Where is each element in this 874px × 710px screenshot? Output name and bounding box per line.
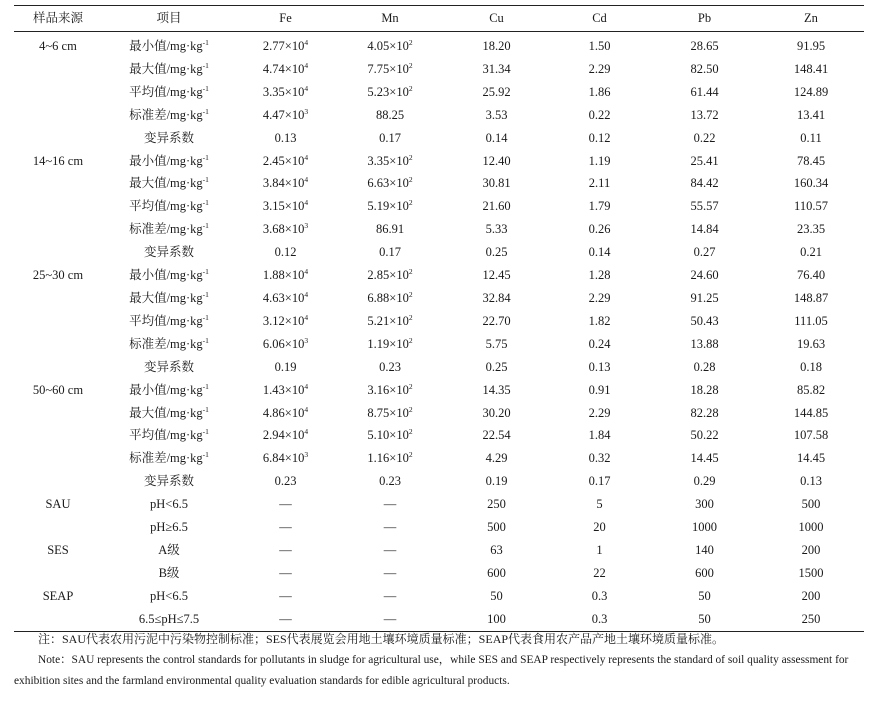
value-cell: 61.44	[690, 84, 719, 99]
value-cell: 600	[487, 565, 506, 580]
item-cell: 标准差$/mg\cdot kg^{-1}$	[129, 450, 209, 466]
column-header: Pb	[697, 11, 712, 25]
value-cell: 100	[487, 611, 506, 626]
value-cell: $2.45\times 10^4$	[262, 152, 309, 168]
value-cell: $5.23\times 10^2$	[367, 83, 413, 99]
value-cell: —	[383, 588, 397, 603]
value-cell: 50	[698, 588, 711, 603]
value-cell: $4.05\times 10^2$	[367, 38, 413, 53]
value-cell: 12.45	[482, 268, 511, 283]
value-cell: 30.81	[482, 176, 511, 191]
value-cell: 0.18	[800, 359, 822, 374]
value-cell: $5.21\times 10^2$	[367, 312, 413, 328]
value-cell: 18.28	[690, 382, 719, 397]
value-cell: 250	[487, 497, 506, 512]
value-cell: 144.85	[793, 405, 829, 420]
sample-source-cell: 14~16 cm	[32, 153, 84, 168]
item-cell: 变异系数	[143, 245, 194, 260]
table-row	[14, 402, 864, 425]
value-cell: $7.75\times 10^2$	[367, 60, 413, 76]
table-row	[14, 562, 864, 585]
value-cell: 24.60	[690, 268, 719, 283]
value-cell: 25.41	[690, 153, 719, 168]
value-cell: $3.12\times 10^4$	[262, 312, 309, 328]
table-row	[14, 195, 864, 218]
table-row	[14, 379, 864, 402]
sample-source-cell	[14, 241, 102, 264]
value-cell: 0.22	[693, 130, 716, 145]
value-cell: 0.21	[800, 245, 822, 260]
value-cell: 1.84	[588, 428, 611, 443]
value-cell: 50	[490, 588, 503, 603]
value-cell: 200	[801, 588, 821, 603]
value-cell: 21.60	[482, 199, 511, 214]
value-cell: 140	[695, 542, 714, 557]
value-cell: 50	[698, 611, 711, 626]
sample-source-cell	[14, 195, 102, 218]
item-cell: 平均值$/mg\cdot kg^{-1}$	[129, 427, 209, 443]
value-cell: 0.29	[693, 474, 716, 489]
table-row	[14, 424, 864, 447]
value-cell: 0.28	[693, 359, 716, 374]
value-cell: 25.92	[482, 84, 511, 99]
value-cell: $5.10\times 10^2$	[367, 427, 413, 443]
value-cell: $1.16\times 10^2$	[367, 450, 413, 466]
item-cell: pH<6.5	[150, 588, 188, 603]
value-cell: 23.35	[796, 222, 826, 237]
value-cell: 5	[596, 497, 603, 512]
item-cell: 变异系数	[143, 474, 194, 489]
sample-source-cell: 4~6 cm	[39, 39, 77, 53]
value-cell: 63	[490, 542, 503, 557]
value-cell: 14.35	[482, 382, 511, 397]
item-cell: 6.5≤pH≤7.5	[138, 611, 200, 626]
value-cell: 5.75	[485, 336, 508, 351]
item-cell: 最大值$/mg\cdot kg^{-1}$	[129, 60, 209, 76]
value-cell: $3.35\times 10^2$	[367, 152, 413, 168]
value-cell: 0.17	[379, 245, 401, 260]
sample-source-cell	[14, 310, 102, 333]
table-row	[14, 333, 864, 356]
sample-source-cell	[14, 516, 102, 539]
item-cell: pH<6.5	[150, 497, 188, 512]
value-cell: $4.74\times 10^4$	[262, 60, 309, 76]
table-row	[14, 287, 864, 310]
value-cell: 2.29	[588, 290, 611, 305]
sample-source-cell	[14, 562, 102, 585]
value-cell: $3.15\times 10^4$	[262, 198, 309, 214]
table-row	[14, 241, 864, 264]
table-row	[14, 32, 864, 58]
value-cell: $4.86\times 10^4$	[262, 404, 309, 420]
value-cell: 31.34	[482, 61, 511, 76]
value-cell: 19.63	[796, 336, 826, 351]
value-cell: 600	[695, 565, 714, 580]
value-cell: 50.43	[690, 313, 719, 328]
sample-source-cell	[14, 356, 102, 379]
table-header	[14, 6, 864, 32]
value-cell: 300	[695, 497, 714, 512]
value-cell: 1500	[798, 565, 824, 580]
value-cell: 500	[487, 520, 506, 535]
value-cell: 250	[801, 611, 821, 626]
value-cell: 2.11	[588, 176, 611, 191]
value-cell: —	[279, 520, 292, 535]
value-cell: 500	[801, 497, 821, 512]
sample-source-cell	[14, 127, 102, 150]
item-cell: 变异系数	[143, 130, 194, 145]
table-row	[14, 58, 864, 81]
value-cell: 22.54	[482, 428, 511, 443]
value-cell: 0.19	[485, 474, 508, 489]
value-cell: 200	[801, 542, 821, 557]
data-table	[14, 5, 864, 632]
table-row	[14, 516, 864, 539]
column-header: Mn	[381, 11, 399, 25]
table-body	[14, 32, 864, 632]
value-cell: 1.19	[588, 153, 611, 168]
value-cell: $3.35\times 10^4$	[262, 83, 309, 99]
value-cell: 0.14	[485, 130, 508, 145]
value-cell: 13.41	[796, 107, 826, 122]
value-cell: 0.23	[274, 474, 297, 489]
value-cell: $1.88\times 10^4$	[262, 267, 309, 283]
table-row	[14, 447, 864, 470]
value-cell: 3.53	[485, 107, 508, 122]
value-cell: 18.20	[482, 39, 511, 53]
value-cell: $4.63\times 10^4$	[262, 289, 309, 305]
value-cell: 91.95	[796, 39, 826, 53]
value-cell: 1.50	[588, 39, 611, 53]
table-row	[14, 310, 864, 333]
value-cell: 110.57	[794, 199, 828, 214]
value-cell: $3.68\times 10^3$	[262, 221, 309, 237]
value-cell: 12.40	[482, 153, 511, 168]
value-cell: 0.13	[800, 474, 822, 489]
value-cell: 0.23	[379, 474, 401, 489]
value-cell: 0.13	[274, 130, 297, 145]
value-cell: 14.45	[796, 451, 826, 466]
column-header: Zn	[804, 11, 818, 25]
value-cell: 91.25	[690, 290, 719, 305]
value-cell: —	[383, 497, 397, 512]
value-cell: 82.28	[690, 405, 719, 420]
value-cell: —	[279, 565, 292, 580]
table-row	[14, 150, 864, 173]
value-cell: 76.40	[796, 268, 826, 283]
value-cell: 0.25	[485, 359, 508, 374]
item-cell: 平均值$/mg\cdot kg^{-1}$	[129, 312, 209, 328]
value-cell: 2.29	[588, 405, 611, 420]
value-cell: 14.45	[690, 451, 719, 466]
value-cell: $5.19\times 10^2$	[367, 198, 413, 214]
item-cell: 标准差$/mg\cdot kg^{-1}$	[129, 106, 209, 122]
value-cell: —	[279, 588, 292, 603]
value-cell: —	[383, 520, 397, 535]
value-cell: $4.47\times 10^3$	[262, 106, 309, 122]
value-cell: 0.12	[274, 245, 297, 260]
sample-source-cell	[14, 218, 102, 241]
value-cell: 148.87	[793, 290, 829, 305]
value-cell: —	[383, 542, 397, 557]
value-cell: —	[279, 611, 292, 626]
value-cell: $2.77\times 10^4$	[262, 38, 309, 53]
column-header: Fe	[279, 11, 292, 25]
value-cell: 1000	[692, 520, 717, 535]
value-cell: $3.16\times 10^2$	[367, 381, 413, 397]
value-cell: 22	[593, 565, 606, 580]
value-cell: —	[383, 611, 397, 626]
sample-source-cell: 50~60 cm	[32, 382, 84, 397]
note-chinese: 注：SAU代表农用污泥中污染物控制标准；SES代表展览会用地土壤环境质量标准；SEAP代表食用农产品产地土壤环境质量标准。	[38, 632, 725, 646]
value-cell: —	[279, 542, 292, 557]
item-cell: 最大值$/mg\cdot kg^{-1}$	[129, 404, 209, 420]
sample-source-cell	[14, 81, 102, 104]
item-cell: 最小值$/mg\cdot kg^{-1}$	[129, 38, 209, 53]
sample-source-cell	[14, 447, 102, 470]
table-header-row	[14, 6, 864, 32]
value-cell: $6.06\times 10^3$	[262, 335, 309, 351]
value-cell: 0.22	[588, 107, 611, 122]
value-cell: 0.25	[485, 245, 508, 260]
value-cell: 124.89	[793, 84, 829, 99]
value-cell: 0.17	[379, 130, 401, 145]
value-cell: $6.88\times 10^2$	[367, 289, 413, 305]
sample-source-cell	[14, 287, 102, 310]
value-cell: 0.3	[591, 588, 608, 603]
sample-source-cell	[14, 333, 102, 356]
column-header: 项目	[156, 11, 182, 25]
sample-source-cell: 25~30 cm	[32, 268, 84, 283]
item-cell: 最小值$/mg\cdot kg^{-1}$	[129, 381, 209, 397]
value-cell: $8.75\times 10^2$	[367, 404, 413, 420]
value-cell: 0.27	[693, 245, 716, 260]
value-cell: 32.84	[482, 290, 511, 305]
sample-source-cell: SES	[47, 542, 69, 557]
item-cell: 最小值$/mg\cdot kg^{-1}$	[129, 267, 209, 283]
value-cell: 1.28	[588, 268, 611, 283]
value-cell: 30.20	[482, 405, 511, 420]
sample-source-cell	[14, 470, 102, 493]
value-cell: 82.50	[690, 61, 719, 76]
item-cell: 最大值$/mg\cdot kg^{-1}$	[129, 175, 209, 191]
sample-source-cell	[14, 402, 102, 425]
value-cell: 0.13	[588, 359, 611, 374]
item-cell: 平均值$/mg\cdot kg^{-1}$	[129, 83, 209, 99]
value-cell: 20	[593, 520, 606, 535]
value-cell: 50.22	[690, 428, 719, 443]
value-cell: 78.45	[796, 153, 826, 168]
item-cell: pH≥6.5	[150, 520, 188, 535]
value-cell: 111.05	[794, 313, 828, 328]
value-cell: 0.32	[588, 451, 611, 466]
column-header: Cd	[592, 11, 607, 25]
table-row	[14, 127, 864, 150]
table-row	[14, 356, 864, 379]
table-row	[14, 172, 864, 195]
value-cell: 0.19	[274, 359, 297, 374]
value-cell: 84.42	[690, 176, 719, 191]
table-row	[14, 493, 864, 516]
value-cell: 0.17	[588, 474, 611, 489]
value-cell: 1.86	[588, 84, 611, 99]
note-english: Note：SAU represents the control standards for pollutants in sludge for agricultural use，while SES and SEAP respectively represents the standard of soil quality assessment for exhibition sites and the farmland environmental quality evaluation standards for edible agricultural products.	[14, 654, 849, 687]
value-cell: 0.3	[591, 611, 608, 626]
sample-source-cell	[14, 172, 102, 195]
column-header: Cu	[489, 11, 504, 25]
sample-source-cell	[14, 104, 102, 127]
sample-source-cell	[14, 58, 102, 81]
value-cell: $6.84\times 10^3$	[262, 450, 309, 466]
item-cell: 最小值$/mg\cdot kg^{-1}$	[129, 152, 209, 168]
value-cell: $2.94\times 10^4$	[262, 427, 309, 443]
value-cell: 55.57	[690, 199, 719, 214]
value-cell: 86.91	[375, 222, 405, 237]
value-cell: 0.11	[800, 130, 822, 145]
sample-source-cell: SEAP	[42, 588, 74, 603]
item-cell: A级	[158, 542, 180, 557]
value-cell: 13.88	[690, 336, 719, 351]
value-cell: $2.85\times 10^2$	[367, 267, 413, 283]
value-cell: 14.84	[690, 222, 719, 237]
sample-source-cell	[14, 608, 102, 631]
item-cell: 标准差$/mg\cdot kg^{-1}$	[129, 335, 209, 351]
table-row	[14, 264, 864, 287]
value-cell: $1.19\times 10^2$	[367, 335, 413, 351]
table-row	[14, 608, 864, 631]
table-row	[14, 218, 864, 241]
value-cell: 0.12	[588, 130, 611, 145]
value-cell: 2.29	[588, 61, 611, 76]
table-row	[14, 539, 864, 562]
value-cell: 0.26	[588, 222, 611, 237]
table-row	[14, 585, 864, 608]
value-cell: $1.43\times 10^4$	[262, 381, 309, 397]
value-cell: 85.82	[796, 382, 826, 397]
value-cell: —	[383, 565, 397, 580]
value-cell: 5.33	[485, 222, 508, 237]
value-cell: 13.72	[690, 107, 719, 122]
column-header: 样品来源	[32, 11, 83, 25]
value-cell: 1.79	[588, 199, 611, 214]
value-cell: 88.25	[375, 107, 405, 122]
sample-source-cell	[14, 424, 102, 447]
value-cell: 160.34	[793, 176, 829, 191]
value-cell: $3.84\times 10^4$	[262, 175, 309, 191]
value-cell: 0.23	[379, 359, 401, 374]
table-row	[14, 470, 864, 493]
table-row	[14, 104, 864, 127]
value-cell: 0.91	[588, 382, 611, 397]
value-cell: 1	[596, 542, 603, 557]
value-cell: —	[279, 497, 292, 512]
value-cell: 107.58	[793, 428, 829, 443]
value-cell: 28.65	[690, 39, 719, 53]
value-cell: 0.14	[588, 245, 611, 260]
item-cell: B级	[158, 565, 180, 580]
value-cell: 22.70	[482, 313, 511, 328]
value-cell: $6.63\times 10^2$	[367, 175, 413, 191]
value-cell: 1.82	[588, 313, 611, 328]
table-row	[14, 81, 864, 104]
item-cell: 平均值$/mg\cdot kg^{-1}$	[129, 198, 209, 214]
item-cell: 变异系数	[143, 359, 194, 374]
table-notes	[14, 629, 864, 692]
value-cell: 4.29	[485, 451, 508, 466]
sample-source-cell: SAU	[45, 497, 71, 512]
value-cell: 0.24	[588, 336, 611, 351]
item-cell: 标准差$/mg\cdot kg^{-1}$	[129, 221, 209, 237]
item-cell: 最大值$/mg\cdot kg^{-1}$	[129, 289, 209, 305]
value-cell: 1000	[798, 520, 824, 535]
value-cell: 148.41	[793, 61, 829, 76]
